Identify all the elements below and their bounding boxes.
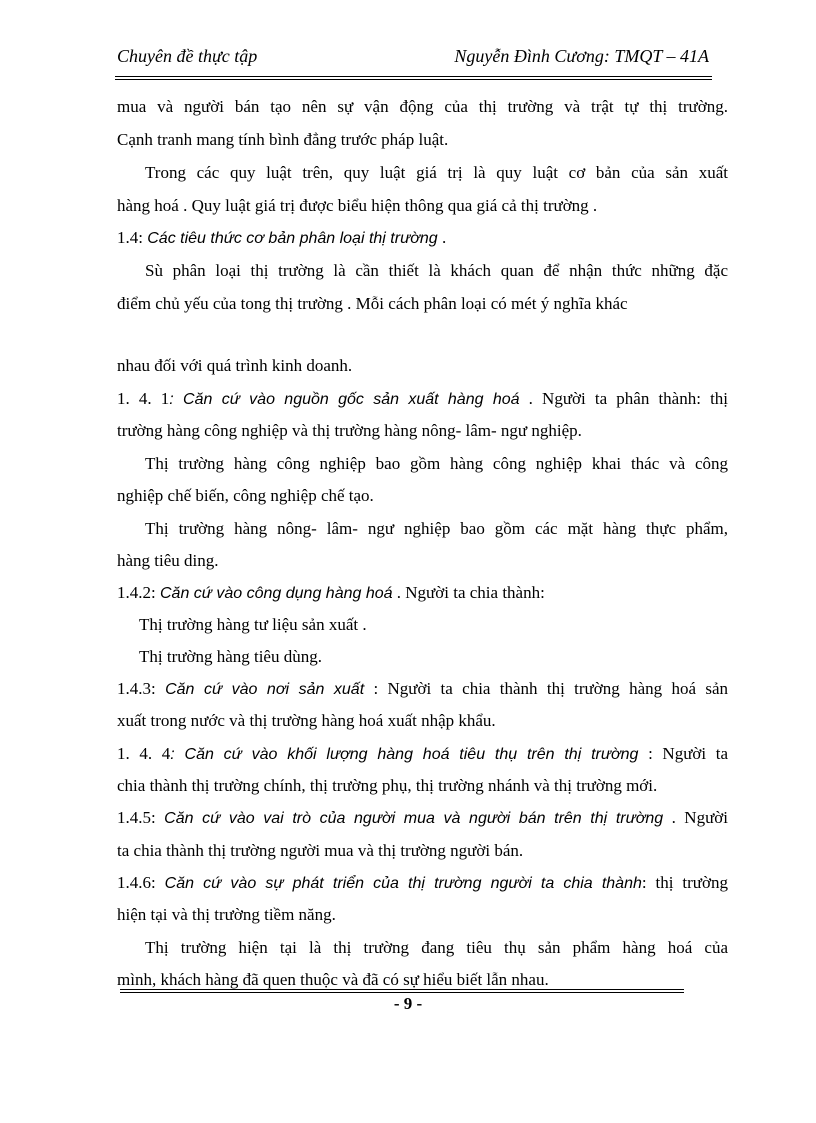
- header-left: Chuyên đề thực tập: [117, 46, 258, 66]
- body-line: trường hàng công nghiệp và thị trường hàng nông- lâm- ngư nghiệp.: [117, 421, 582, 440]
- body-line: Sù phân loại thị trường là cần thiết là khách quan để nhận thức những đặc: [145, 261, 728, 280]
- body-line: ta chia thành thị trường người mua và thị trường người bán.: [117, 841, 524, 860]
- body-line: Thị trường hàng tư liệu sản xuất .: [139, 615, 367, 634]
- body-line: Thị trường hàng tiêu dùng.: [139, 647, 322, 666]
- section-heading: 1.4.2: Căn cứ vào công dụng hàng hoá . Người ta chia thành:: [117, 583, 545, 602]
- footer-rule-2: [120, 992, 684, 993]
- section-heading: 1.4.5: Căn cứ vào vai trò của người mua và người bán trên thị trường . Người: [117, 808, 728, 827]
- body-line: mình, khách hàng đã quen thuộc và đã có sự hiểu biết lẫn nhau.: [117, 970, 549, 989]
- header-right: Nguyễn Đình Cương: TMQT – 41A: [454, 46, 709, 66]
- page-number: - 9 -: [393, 994, 423, 1013]
- body-line: Thị trường hàng công nghiệp bao gồm hàng công nghiệp khai thác và công: [145, 454, 728, 473]
- body-line: Thị trường hiện tại là thị trường đang tiêu thụ sản phẩm hàng hoá của: [145, 938, 728, 957]
- header-rule-2: [115, 79, 712, 80]
- body-line: nghiệp chế biến, công nghiệp chế tạo.: [117, 486, 374, 505]
- body-line: hàng hoá . Quy luật giá trị được biểu hiện thông qua giá cả thị trường .: [117, 196, 598, 215]
- page-header: [117, 46, 709, 72]
- body-line: xuất trong nước và thị trường hàng hoá xuất nhập khẩu.: [117, 711, 496, 730]
- body-line: hàng tiêu ding.: [117, 551, 219, 570]
- body-line: điểm chủ yếu của tong thị trường . Mỗi cách phân loại có mét ý nghĩa khác: [117, 294, 628, 313]
- section-heading: 1.4.6: Căn cứ vào sự phát triển của thị trường người ta chia thành: thị trường: [117, 873, 728, 892]
- body-line: Cạnh tranh mang tính bình đẳng trước pháp luật.: [117, 130, 449, 149]
- footer-rule: [120, 989, 684, 990]
- body-line: hiện tại và thị trường tiềm năng.: [117, 905, 336, 924]
- body-line: Thị trường hàng nông- lâm- ngư nghiệp bao gồm các mặt hàng thực phẩm,: [145, 519, 728, 538]
- body-line: nhau đối với quá trình kinh doanh.: [117, 356, 353, 375]
- section-heading: 1. 4. 1: Căn cứ vào nguồn gốc sản xuất hàng hoá . Người ta phân thành: thị: [117, 389, 729, 408]
- section-heading: 1.4: Các tiêu thức cơ bản phân loại thị trường .: [117, 228, 447, 247]
- header-rule: [115, 76, 712, 77]
- body-line: Trong các quy luật trên, quy luật giá trị là quy luật cơ bản của sản xuất: [145, 163, 728, 182]
- section-heading: 1.4.3: Căn cứ vào nơi sản xuất : Người ta chia thành thị trường hàng hoá sản: [117, 679, 728, 698]
- body-line: mua và người bán tạo nên sự vận động của thị trường và trật tự thị trường.: [117, 97, 728, 116]
- section-heading: 1. 4. 4: Căn cứ vào khối lượng hàng hoá tiêu thụ trên thị trường : Người ta: [117, 744, 729, 763]
- body-line: chia thành thị trường chính, thị trường phụ, thị trường nhánh và thị trường mới.: [117, 776, 658, 795]
